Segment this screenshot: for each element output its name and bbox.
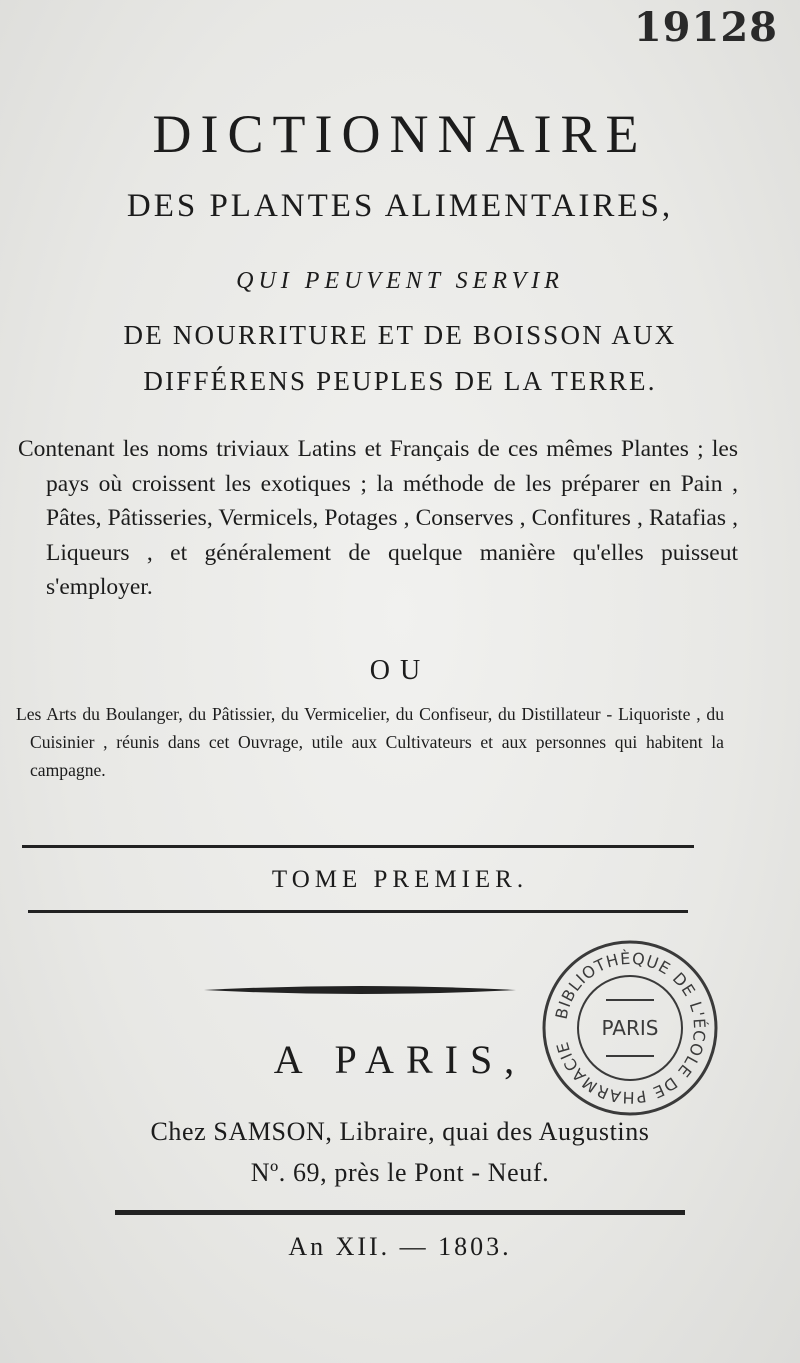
top-rule (22, 845, 694, 848)
library-stamp (540, 938, 720, 1118)
ornamental-dash (200, 982, 520, 998)
subtitle-line-1: DES PLANTES ALIMENTAIRES, (126, 188, 674, 224)
ou-separator: OU (369, 655, 431, 686)
bottom-rule (28, 910, 688, 913)
volume-label: TOME PREMIER. (271, 866, 529, 893)
shelfmark-number: 19128 (633, 4, 778, 51)
place-of-publication: A PARIS, (273, 1037, 527, 1082)
stamp-ring-text: BIBLIOTHÈQUE DE L'ÉCOLE DE PHARMACIE (551, 948, 710, 1108)
book-title: DICTIONNAIRE (152, 104, 648, 164)
subtitle-line-3: DE NOURRITURE ET DE BOISSON AUX (123, 320, 677, 350)
publication-date: An XII. — 1803. (288, 1232, 512, 1261)
publisher-line-2: Nº. 69, près le Pont - Neuf. (250, 1158, 550, 1187)
subtitle-line-2: QUI PEUVENT SERVIR (236, 268, 564, 294)
publisher-line-1: Chez SAMSON, Libraire, quai des Augustins (150, 1117, 650, 1146)
date-rule (115, 1210, 685, 1215)
contents-description: Contenant les noms triviaux Latins et Français de ces mêmes Plantes ; les pays où croissent les exotiques ; la méthode de les préparer en Pain , Pâtes, Pâtisseries, Vermicels, Potages , Conserves , Confitures , Ratafias , Liqueurs , et généralement de quelque manière qu'elles puisseut s'employer. (18, 436, 738, 600)
arts-description: Les Arts du Boulanger, du Pâtissier, du Vermicelier, du Confiseur, du Distillateur - Liquoriste , du Cuisinier , réunis dans cet Ouvrage, utile aux Cultivateurs et aux personnes qui habitent la campagne. (16, 704, 724, 780)
subtitle-line-4: DIFFÉRENS PEUPLES DE LA TERRE. (143, 366, 657, 396)
stamp-center-text: PARIS (601, 1016, 659, 1040)
